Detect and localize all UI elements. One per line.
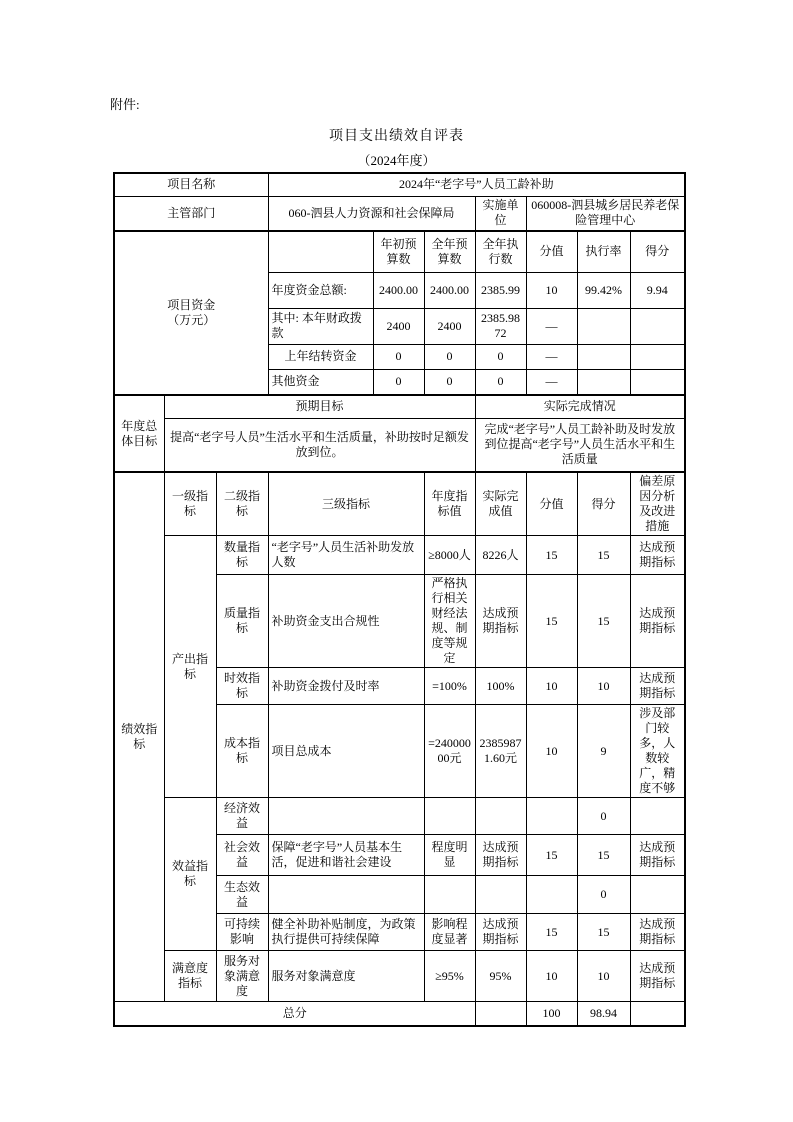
project-name-value: 2024年“老字号”人员工龄补助 <box>268 173 685 196</box>
funds-cell-points: 9.94 <box>630 272 685 308</box>
deviation-cell: 达成预期指标 <box>630 575 685 668</box>
points-cell: 0 <box>577 876 630 914</box>
funds-cell-exec: 0 <box>475 344 526 369</box>
level2-cell: 时效指标 <box>216 668 268 705</box>
col-score: 分值 <box>526 472 577 536</box>
indicator-header-row <box>114 472 685 536</box>
actual-cell: 95% <box>475 951 526 1002</box>
level3-cell: 服务对象满意度 <box>268 951 424 1002</box>
deviation-cell: 达成预期指标 <box>630 914 685 951</box>
score-cell: 15 <box>526 575 577 668</box>
funds-cell-rate <box>577 344 630 369</box>
target-cell: 程度明显 <box>424 835 475 876</box>
points-cell: 15 <box>577 536 630 575</box>
project-name-row <box>114 173 685 196</box>
attachment-label: 附件: <box>110 97 140 112</box>
level2-cell: 质量指标 <box>216 575 268 668</box>
funds-cell-score: — <box>526 344 577 369</box>
funds-cell-begin: 2400 <box>373 308 424 344</box>
funds-cell-full: 0 <box>424 344 475 369</box>
deviation-cell: 涉及部门较多，人数较广，精度不够 <box>630 705 685 798</box>
target-cell: =24000000元 <box>424 705 475 798</box>
level1-cell-benefit: 效益指标 <box>164 798 216 951</box>
target-cell: ≥95% <box>424 951 475 1002</box>
funds-cell-exec: 0 <box>475 369 526 395</box>
points-cell: 15 <box>577 575 630 668</box>
department-row <box>114 196 685 231</box>
funds-cell-rate <box>577 308 630 344</box>
actual-cell: 8226人 <box>475 536 526 575</box>
funds-cell-points <box>630 308 685 344</box>
funds-label-line2: （万元） <box>167 313 216 327</box>
actual-cell <box>475 876 526 914</box>
level3-cell: 补助资金支出合规性 <box>268 575 424 668</box>
funds-cell-full: 2400.00 <box>424 272 475 308</box>
goal-actual-text: 完成“老字号”人员工龄补助及时发放到位提高“老字号”人员生活水平和生活质量 <box>475 418 685 472</box>
score-cell: 15 <box>526 835 577 876</box>
col-target: 年度指标值 <box>424 472 475 536</box>
level3-cell <box>268 798 424 835</box>
goal-expected-header: 预期目标 <box>164 395 475 418</box>
deviation-cell <box>630 798 685 835</box>
score-cell: 10 <box>526 668 577 705</box>
goal-header-row <box>114 395 685 418</box>
total-points: 98.94 <box>577 1002 630 1026</box>
deviation-cell: 达成预期指标 <box>630 835 685 876</box>
level1-cell-output: 产出指标 <box>164 536 216 798</box>
funds-cell-full: 0 <box>424 369 475 395</box>
indicator-row-satisfaction <box>114 951 685 1002</box>
funds-cell-points <box>630 344 685 369</box>
funds-col-rate: 执行率 <box>577 231 630 272</box>
points-cell: 9 <box>577 705 630 798</box>
total-row <box>114 1002 685 1026</box>
funds-row-label: 其他资金 <box>268 369 373 395</box>
level2-cell: 成本指标 <box>216 705 268 798</box>
target-cell <box>424 798 475 835</box>
funds-cell-begin: 0 <box>373 344 424 369</box>
level2-cell: 可持续影响 <box>216 914 268 951</box>
actual-cell: 达成预期指标 <box>475 575 526 668</box>
actual-cell: 100% <box>475 668 526 705</box>
goal-expected-text: 提高“老字号人员”生活水平和生活质量，补助按时足额发放到位。 <box>164 418 475 472</box>
goal-content-row <box>114 418 685 472</box>
deviation-cell: 达成预期指标 <box>630 536 685 575</box>
funds-section-label <box>114 231 268 395</box>
funds-col-points: 得分 <box>630 231 685 272</box>
funds-header-row <box>114 231 685 272</box>
col-level3: 三级指标 <box>268 472 424 536</box>
funds-blank-header <box>268 231 373 272</box>
level3-cell: 保障“老字号”人员基本生活，促进和谐社会建设 <box>268 835 424 876</box>
page-subtitle: （2024年度） <box>357 153 436 168</box>
funds-col-full: 全年预算数 <box>424 231 475 272</box>
funds-cell-rate <box>577 369 630 395</box>
deviation-cell: 达成预期指标 <box>630 668 685 705</box>
level2-cell: 经济效益 <box>216 798 268 835</box>
level2-cell: 服务对象满意度 <box>216 951 268 1002</box>
funds-col-score: 分值 <box>526 231 577 272</box>
points-cell: 10 <box>577 668 630 705</box>
indicator-row-economic <box>114 798 685 835</box>
level3-cell: “老字号”人员生活补助发放人数 <box>268 536 424 575</box>
funds-cell-score: — <box>526 369 577 395</box>
funds-cell-score: — <box>526 308 577 344</box>
total-blank <box>475 1002 526 1026</box>
target-cell: 严格执行相关财经法规、制度等规定 <box>424 575 475 668</box>
actual-cell <box>475 798 526 835</box>
score-cell <box>526 798 577 835</box>
indicator-section-label: 绩效指标 <box>114 472 164 1002</box>
level2-cell: 生态效益 <box>216 876 268 914</box>
funds-cell-rate: 99.42% <box>577 272 630 308</box>
level3-cell <box>268 876 424 914</box>
funds-cell-begin: 2400.00 <box>373 272 424 308</box>
score-cell: 15 <box>526 536 577 575</box>
goal-section-label: 年度总体目标 <box>114 395 164 472</box>
deviation-cell: 达成预期指标 <box>630 951 685 1002</box>
goal-actual-header: 实际完成情况 <box>475 395 685 418</box>
target-cell: ≥8000人 <box>424 536 475 575</box>
level2-cell: 社会效益 <box>216 835 268 876</box>
level3-cell: 补助资金拨付及时率 <box>268 668 424 705</box>
score-cell: 10 <box>526 951 577 1002</box>
total-label: 总分 <box>114 1002 475 1026</box>
funds-label-line1: 项目资金 <box>167 298 216 312</box>
page-title: 项目支出绩效自评表 <box>329 129 464 144</box>
actual-cell: 23859871.60元 <box>475 705 526 798</box>
impl-unit-label: 实施单位 <box>475 196 526 231</box>
target-cell <box>424 876 475 914</box>
target-cell: =100% <box>424 668 475 705</box>
col-deviation: 偏差原因分析及改进措施 <box>630 472 685 536</box>
actual-cell: 达成预期指标 <box>475 835 526 876</box>
impl-unit-value: 060008-泗县城乡居民养老保险管理中心 <box>526 196 685 231</box>
dept-value: 060-泗县人力资源和社会保障局 <box>268 196 475 231</box>
col-level1: 一级指标 <box>164 472 216 536</box>
funds-col-begin: 年初预算数 <box>373 231 424 272</box>
target-cell: 影响程度显著 <box>424 914 475 951</box>
points-cell: 10 <box>577 951 630 1002</box>
funds-row-label: 年度资金总额: <box>268 272 373 308</box>
points-cell: 15 <box>577 914 630 951</box>
total-deviation-blank <box>630 1002 685 1026</box>
funds-cell-begin: 0 <box>373 369 424 395</box>
level3-cell: 健全补助补贴制度，为政策执行提供可持续保障 <box>268 914 424 951</box>
funds-row-label: 其中: 本年财政拨款 <box>268 308 373 344</box>
deviation-cell <box>630 876 685 914</box>
funds-cell-full: 2400 <box>424 308 475 344</box>
col-level2: 二级指标 <box>216 472 268 536</box>
total-score: 100 <box>526 1002 577 1026</box>
indicator-row-quantity <box>114 536 685 575</box>
col-actual: 实际完成值 <box>475 472 526 536</box>
funds-row-label: 上年结转资金 <box>268 344 373 369</box>
actual-cell: 达成预期指标 <box>475 914 526 951</box>
points-cell: 0 <box>577 798 630 835</box>
funds-cell-points <box>630 369 685 395</box>
project-name-label: 项目名称 <box>114 173 268 196</box>
dept-label: 主管部门 <box>114 196 268 231</box>
funds-cell-exec: 2385.99 <box>475 272 526 308</box>
score-cell <box>526 876 577 914</box>
score-cell: 15 <box>526 914 577 951</box>
level1-cell-satisfaction: 满意度指标 <box>164 951 216 1002</box>
funds-cell-exec: 2385.9872 <box>475 308 526 344</box>
score-cell: 10 <box>526 705 577 798</box>
points-cell: 15 <box>577 835 630 876</box>
col-points: 得分 <box>577 472 630 536</box>
level3-cell: 项目总成本 <box>268 705 424 798</box>
funds-col-exec: 全年执行数 <box>475 231 526 272</box>
level2-cell: 数量指标 <box>216 536 268 575</box>
funds-cell-score: 10 <box>526 272 577 308</box>
self-eval-table <box>113 172 686 1027</box>
